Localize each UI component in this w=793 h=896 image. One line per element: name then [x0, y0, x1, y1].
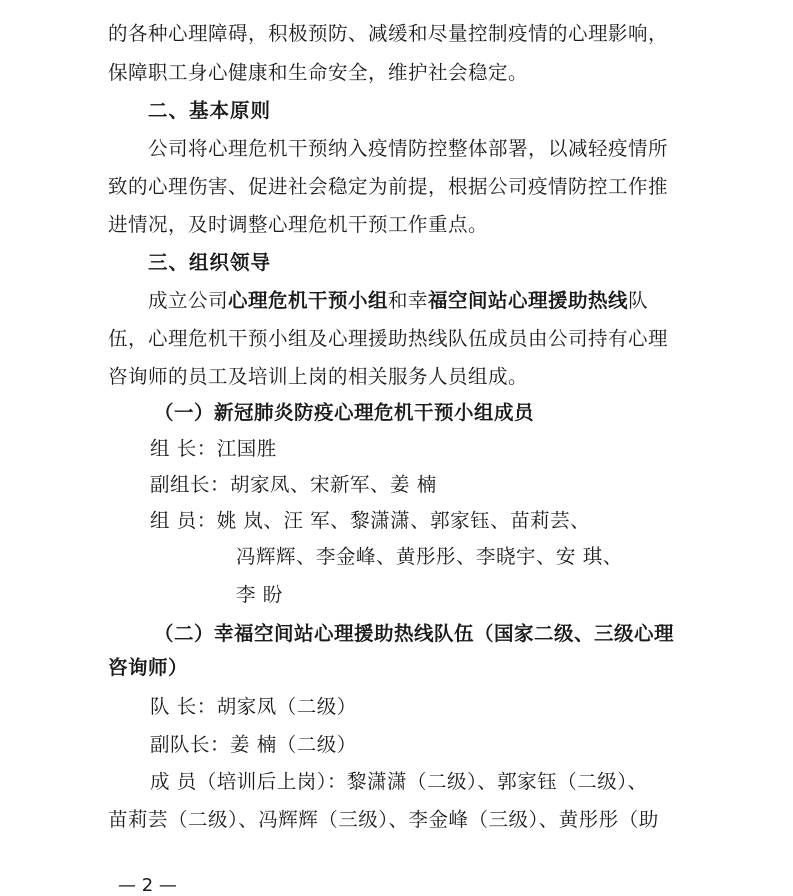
- org-paragraph-line: [148, 289, 738, 313]
- org-prefix: 成立公司: [148, 289, 229, 312]
- group-members-line: 冯辉辉、李金峰、黄彤彤、李晓宇、安 琪、: [236, 545, 623, 568]
- hotline-members-line: 苗莉芸（二级）、冯辉辉（三级）、李金峰（三级）、黄彤彤（助: [108, 808, 659, 831]
- group-name: 心理危机干预小组: [228, 289, 389, 312]
- subsection-heading-hotline-cont: 咨询师）: [108, 656, 189, 679]
- body-text-line: 致的心理伤害、促进社会稳定为前提，根据公司疫情防控工作推: [108, 175, 669, 198]
- body-text-line: 伍，心理危机干预小组及心理援助热线队伍成员由公司持有心理: [108, 327, 669, 350]
- group-deputy-line: 副组长：胡家凤、宋新军、姜 楠: [150, 473, 437, 496]
- body-text-line: 公司将心理危机干预纳入疫情防控整体部署，以减轻疫情所: [148, 137, 669, 160]
- group-members-line: 李 盼: [236, 583, 283, 606]
- org-middle: 和幸: [388, 289, 429, 312]
- body-text-line: 保障职工身心健康和生命安全，维护社会稳定。: [108, 61, 529, 84]
- section-heading-principles: 二、基本原则: [148, 99, 272, 122]
- subsection-heading-hotline: （二）幸福空间站心理援助热线队伍（国家二级、三级心理: [154, 622, 675, 645]
- group-leader-line: 组 长：江国胜: [150, 437, 277, 460]
- page-number: — 2 —: [118, 875, 177, 896]
- hotline-deputy-line: 副队长：姜 楠（二级）: [150, 733, 357, 756]
- section-heading-organization: 三、组织领导: [148, 251, 272, 274]
- subsection-heading-group: （一）新冠肺炎防疫心理危机干预小组成员: [154, 401, 535, 424]
- group-members-line: 组 员：姚 岚、汪 军、黎潇潇、郭家钰、苗莉芸、: [150, 509, 591, 532]
- hotline-members-line: 成 员（培训后上岗）：黎潇潇（二级）、郭家钰（二级）、: [150, 770, 648, 793]
- hotline-leader-line: 队 长：胡家凤（二级）: [150, 695, 357, 718]
- hotline-name: 福空间站心理援助热线: [428, 289, 629, 312]
- body-text-line: 进情况，及时调整心理危机干预工作重点。: [108, 213, 489, 236]
- body-text-line: 的各种心理障碍，积极预防、减缓和尽量控制疫情的心理影响，: [108, 22, 669, 45]
- body-text-line: 咨询师的员工及培训上岗的相关服务人员组成。: [108, 365, 529, 388]
- org-suffix: 队: [628, 289, 649, 312]
